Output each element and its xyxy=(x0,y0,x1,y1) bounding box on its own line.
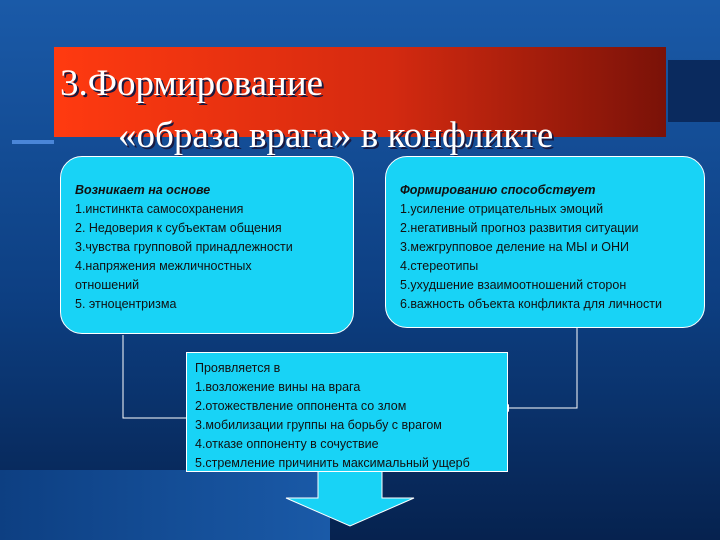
causes-heading: Возникает на основе xyxy=(75,183,211,197)
factors-box xyxy=(385,156,705,328)
list-item: 2.негативный прогноз развития ситуации xyxy=(400,221,639,235)
slide-title-line2: «образа врага» в конфликте xyxy=(118,115,554,156)
down-arrow xyxy=(286,470,414,526)
list-item: 4.отказе оппоненту в сочуствие xyxy=(195,437,379,451)
manifestations-box xyxy=(186,352,508,472)
factors-heading: Формированию способствует xyxy=(400,183,596,197)
list-item: 2. Недоверия к субъектам общения xyxy=(75,221,282,235)
list-item: 1.возложение вины на врага xyxy=(195,380,361,394)
list-item: 4.стереотипы xyxy=(400,259,479,273)
list-item: 1.усиление отрицательных эмоций xyxy=(400,202,604,216)
manifestations-heading: Проявляется в xyxy=(195,361,281,375)
list-item: 5.стремление причинить максимальный ущерб xyxy=(195,456,470,470)
causes-box xyxy=(60,156,354,334)
list-item: 1.инстинкта самосохранения xyxy=(75,202,244,216)
connector-right xyxy=(509,328,577,408)
list-item: отношений xyxy=(75,278,140,292)
connector-left xyxy=(123,335,186,418)
list-item: 3.межгрупповое деление на МЫ и ОНИ xyxy=(400,240,630,254)
list-item: 3.чувства групповой принадлежности xyxy=(75,240,293,254)
list-item: 5.ухудшение взаимоотношений сторон xyxy=(400,278,627,292)
list-item: 4.напряжения межличностных xyxy=(75,259,252,273)
list-item: 6.важность объекта конфликта для личности xyxy=(400,297,662,311)
list-item: 3.мобилизации группы на борьбу с врагом xyxy=(195,418,442,432)
slide-title-line1: 3.Формирование xyxy=(60,63,324,104)
list-item: 2.отожествление оппонента со злом xyxy=(195,399,407,413)
list-item: 5. этноцентризма xyxy=(75,297,177,311)
